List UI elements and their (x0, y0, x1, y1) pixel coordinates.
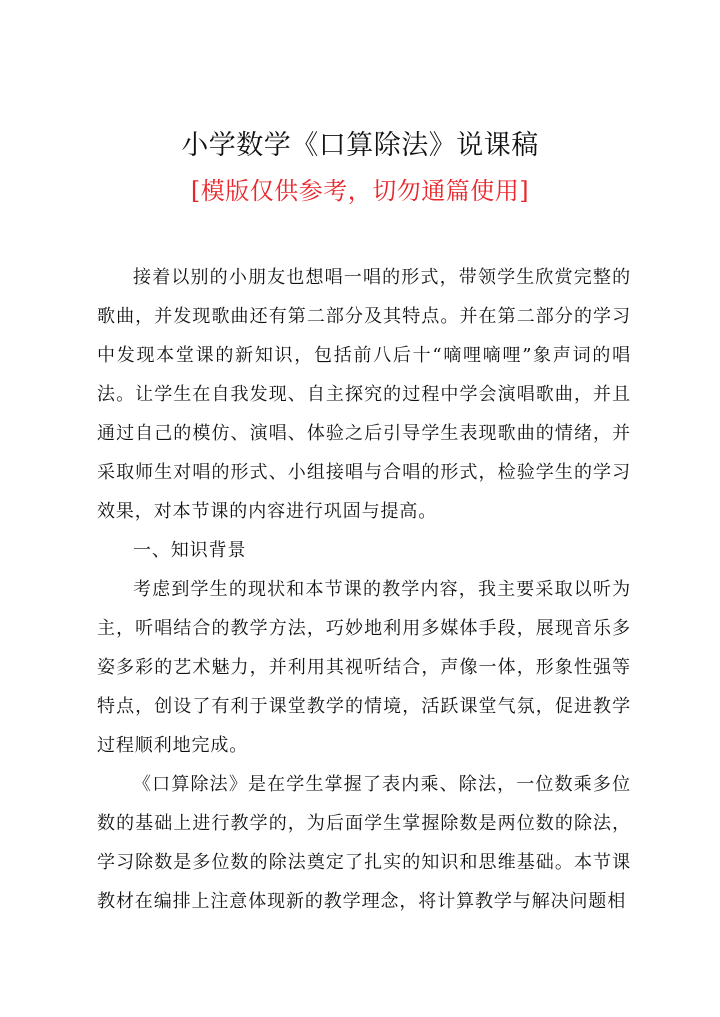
section-heading: 一、知识背景 (133, 540, 247, 561)
paragraph: 接着以别的小朋友也想唱一唱的形式，带领学生欣赏完整的歌曲，并发现歌曲还有第二部分及其特点。并在第二部分的学习中发现本堂课的新知识，包括前八后十“嘀哩嘀哩”象声词的唱法。让学生在自我发现、自主探究的过程中学会演唱歌曲，并且通过自己的模仿、演唱、体验之后引导学生表现歌曲的情绪，并采取师生对唱的形式、小组接唱与合唱的形式，检验学生的学习效果，对本节课的内容进行巩固与提高。 (97, 267, 631, 522)
document-body (97, 258, 631, 921)
document-subtitle: [模版仅供参考，切勿通篇使用] (190, 177, 530, 205)
paragraph: 考虑到学生的现状和本节课的教学内容，我主要采取以听为主，听唱结合的教学方法，巧妙地利用多媒体手段，展现音乐多姿多彩的艺术魅力，并利用其视听结合，声像一体，形象性强等特点，创设了有利于课堂教学的情境，活跃课堂气氛，促进教学过程顺利地完成。 (97, 579, 631, 756)
paragraph: 《口算除法》是在学生掌握了表内乘、除法，一位数乘多位数的基础上进行教学的，为后面学生掌握除数是两位数的除法，学习除数是多位数的除法奠定了扎实的知识和思维基础。本节课教材在编排上注意体现新的教学理念，将计算教学与解决问题相 (97, 774, 631, 912)
document-title: 小学数学《口算除法》说课稿 (181, 130, 539, 161)
